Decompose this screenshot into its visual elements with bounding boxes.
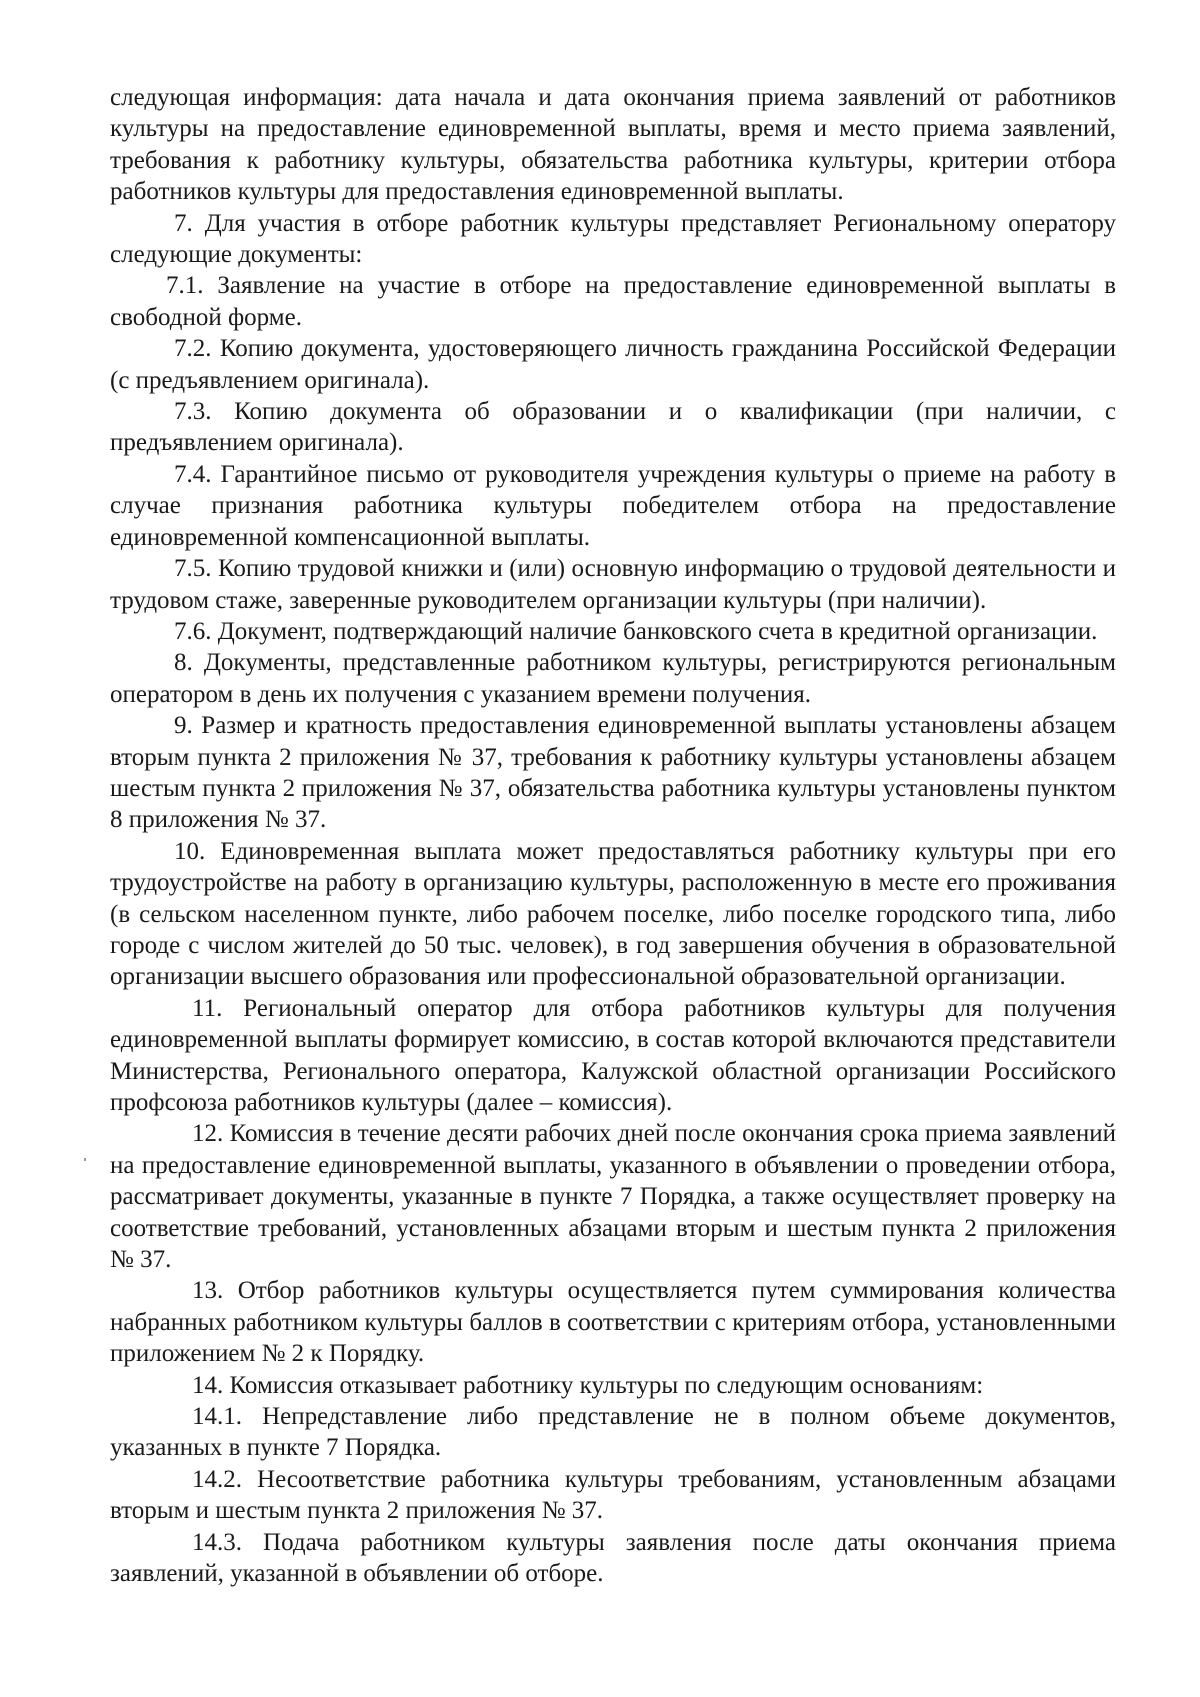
paragraph-continuation: следующая информация: дата начала и дата окончания приема заявлений от работников культуры на предоставление единовременной выплаты, время и место приема заявлений, требования к работнику культуры, обязательства работника культуры, критерии отбора работников культуры для предоставления единовременной выплаты.	[110, 84, 1116, 206]
paragraph-item-10: 10. Единовременная выплата может предоставляться работнику культуры при его трудоустройстве на работу в организацию культуры, расположенную в месте его проживания (в сельском населенном пункте, либо рабочем поселке, либо поселке городского типа, либо городе с числом жителей до 50 тыс. человек), в год завершения обучения в образовательной организации высшего образования или профессиональной образовательной организации.	[110, 837, 1116, 991]
document-body	[110, 82, 1116, 1590]
paragraph-item-7-5: 7.5. Копию трудовой книжки и (или) основную информацию о трудовой деятельности и трудовом стаже, заверенные руководителем организации культуры (при наличии).	[110, 555, 1116, 614]
paragraph-item-7-2: 7.2. Копию документа, удостоверяющего личность гражданина Российской Федерации (с предъявлением оригинала).	[110, 335, 1116, 394]
paragraph-item-14-1: 14.1. Непредставление либо представление не в полном объеме документов, указанных в пункте 7 Порядка.	[110, 1403, 1116, 1462]
paragraph-item-7-3: 7.3. Копию документа об образовании и о квалификации (при наличии, с предъявлением оригинала).	[110, 398, 1116, 457]
scan-speck	[84, 1158, 86, 1161]
paragraph-item-14: 14. Комиссия отказывает работнику культуры по следующим основаниям:	[192, 1371, 984, 1399]
paragraph-item-7-6: 7.6. Документ, подтверждающий наличие банковского счета в кредитной организации.	[174, 617, 1098, 645]
paragraph-item-12: 12. Комиссия в течение десяти рабочих дней после окончания срока приема заявлений на предоставление единовременной выплаты, указанного в объявлении о проведении отбора, рассматривает документы, указанные в пункте 7 Порядка, а также осуществляет проверку на соответствие требований, установленных абзацами вторым и шестым пункта 2 приложения № 37.	[110, 1120, 1116, 1274]
paragraph-item-7-1: 7.1. Заявление на участие в отборе на предоставление единовременной выплаты в свободной форме.	[110, 272, 1116, 331]
paragraph-item-14-2: 14.2. Несоответствие работника культуры требованиям, установленным абзацами вторым и шестым пункта 2 приложения № 37.	[110, 1465, 1116, 1525]
paragraph-item-13: 13. Отбор работников культуры осуществляется путем суммирования количества набранных работником культуры баллов в соответствии с критериям отбора, установленными приложением № 2 к Порядку.	[110, 1277, 1116, 1368]
paragraph-item-9: 9. Размер и кратность предоставления единовременной выплаты установлены абзацем вторым пункта 2 приложения № 37, требования к работнику культуры установлены абзацем шестым пункта 2 приложения № 37, обязательства работника культуры установлены пунктом 8 приложения № 37.	[110, 712, 1116, 834]
paragraph-item-7-4: 7.4. Гарантийное письмо от руководителя учреждения культуры о приеме на работу в случае признания работника культуры победителем отбора на предоставление единовременной компенсационной выплаты.	[110, 460, 1116, 551]
paragraph-item-14-3: 14.3. Подача работником культуры заявления после даты окончания приема заявлений, указанной в объявлении об отборе.	[110, 1528, 1116, 1588]
paragraph-item-7: 7. Для участия в отборе работник культуры представляет Региональному оператору следующие документы:	[110, 209, 1116, 269]
paragraph-item-11: 11. Региональный оператор для отбора работников культуры для получения единовременной выплаты формирует комиссию, в состав которой включаются представители Министерства, Регионального оператора, Калужской областной организации Российского профсоюза работников культуры (далее – комиссия).	[110, 994, 1116, 1116]
paragraph-item-8: 8. Документы, представленные работником культуры, регистрируются региональным оператором в день их получения с указанием времени получения.	[110, 649, 1116, 708]
